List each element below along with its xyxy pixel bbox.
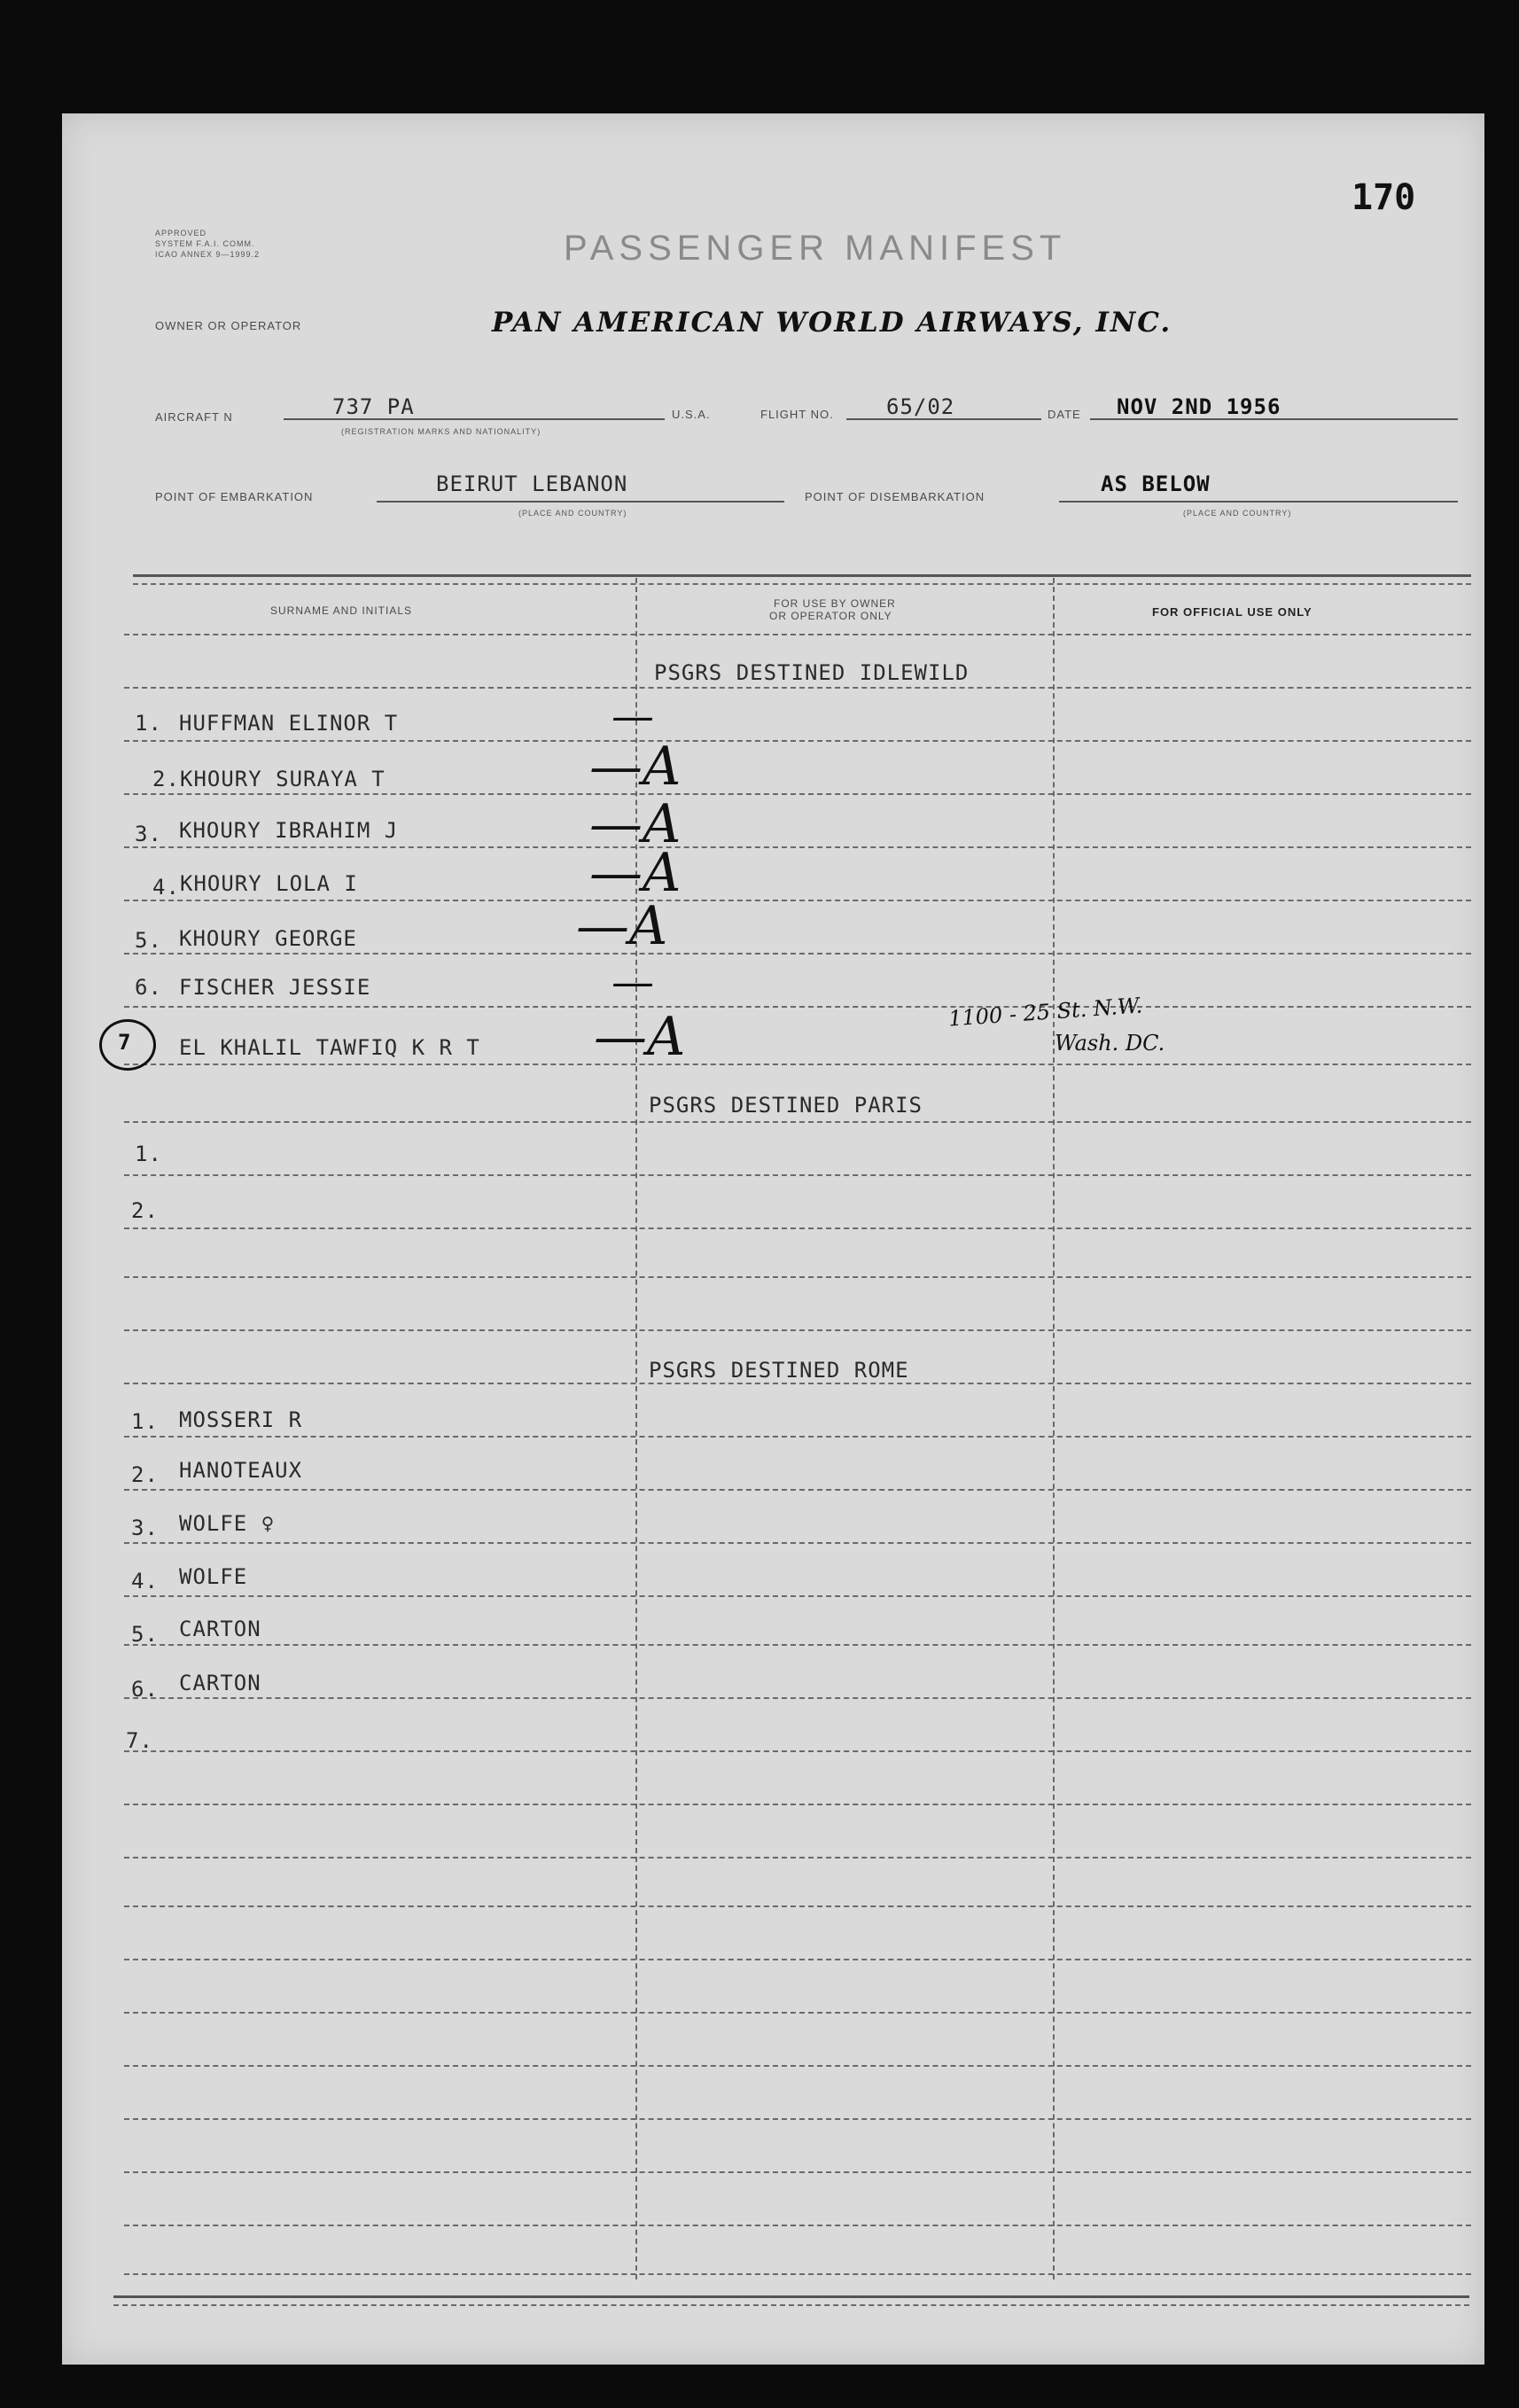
table-rule xyxy=(124,634,1471,635)
passenger-name: HUFFMAN ELINOR T xyxy=(179,711,399,736)
approval-line-1: APPROVED xyxy=(155,229,207,238)
column-surname: SURNAME AND INITIALS xyxy=(270,604,413,617)
column-divider-2 xyxy=(1053,578,1055,2279)
section-heading-idlewild: PSGRS DESTINED IDLEWILD xyxy=(654,660,970,685)
column-owner-use-2: OR OPERATOR ONLY xyxy=(769,610,892,622)
embarkation-underline xyxy=(377,501,784,503)
owner-mark: —A xyxy=(589,842,682,904)
table-rule xyxy=(124,1644,1471,1646)
row-number: 1. xyxy=(135,711,162,736)
date-label: DATE xyxy=(1048,408,1081,421)
table-rule xyxy=(124,1383,1471,1384)
passenger-name: HANOTEAUX xyxy=(179,1458,303,1483)
table-rule xyxy=(124,1905,1471,1907)
row-number: 6. xyxy=(131,1677,159,1702)
passenger-name: WOLFE ♀ xyxy=(179,1511,276,1536)
passenger-name: FISCHER JESSIE xyxy=(179,975,371,1000)
owner-mark: —A xyxy=(589,793,682,855)
flight-underline xyxy=(846,418,1041,420)
table-top-rule-2 xyxy=(133,583,1471,585)
table-rule xyxy=(124,2118,1471,2120)
flight-value: 65/02 xyxy=(886,394,955,419)
passenger-name: KHOURY IBRAHIM J xyxy=(179,818,399,843)
table-rule xyxy=(124,1959,1471,1960)
registration-caption: (REGISTRATION MARKS AND NATIONALITY) xyxy=(341,427,541,436)
disembarkation-value: AS BELOW xyxy=(1101,471,1211,496)
table-rule xyxy=(124,1174,1471,1176)
row-number: 5. xyxy=(135,928,162,953)
row-number: 2. xyxy=(131,1198,159,1223)
row-number: 4. xyxy=(152,875,180,900)
table-rule xyxy=(124,846,1471,848)
row-number: 4. xyxy=(131,1569,159,1594)
table-rule xyxy=(124,2225,1471,2226)
table-rule xyxy=(124,1121,1471,1123)
owner-value: PAN AMERICAN WORLD AIRWAYS, INC. xyxy=(492,307,1172,339)
table-rule xyxy=(124,1006,1471,1008)
passenger-name: EL KHALIL TAWFIQ K R T xyxy=(179,1035,480,1060)
table-rule xyxy=(124,1804,1471,1805)
address-note-line-1: 1100 - 25 St. N.W. xyxy=(947,993,1143,1032)
row-number: 7. xyxy=(126,1728,153,1753)
table-rule xyxy=(124,1276,1471,1278)
section-heading-rome: PSGRS DESTINED ROME xyxy=(649,1358,909,1383)
owner-mark: —A xyxy=(576,895,668,957)
passenger-name: KHOURY GEORGE xyxy=(179,926,357,951)
usa-label: U.S.A. xyxy=(672,408,711,421)
table-rule xyxy=(124,793,1471,795)
approval-line-2: SYSTEM F.A.I. COMM. xyxy=(155,239,255,248)
table-rule xyxy=(124,2065,1471,2067)
table-rule xyxy=(124,1542,1471,1544)
address-note-line-2: Wash. DC. xyxy=(1055,1031,1165,1056)
passenger-name: CARTON xyxy=(179,1617,261,1641)
form-title: PASSENGER MANIFEST xyxy=(564,229,1067,268)
table-rule xyxy=(124,1489,1471,1491)
owner-mark: —A xyxy=(594,1006,686,1068)
passenger-name: KHOURY SURAYA T xyxy=(180,767,386,791)
aircraft-value: 737 PA xyxy=(332,394,415,419)
owner-mark: — xyxy=(611,691,654,741)
row-number: 6. xyxy=(135,975,162,1000)
approval-line-3: ICAO ANNEX 9—1999.2 xyxy=(155,250,261,259)
owner-mark: —A xyxy=(589,736,682,798)
flight-label: FLIGHT NO. xyxy=(760,408,834,421)
disembarkation-caption: (PLACE AND COUNTRY) xyxy=(1183,509,1292,518)
row-number: 2. xyxy=(152,767,180,791)
table-rule xyxy=(124,900,1471,901)
disembarkation-label: POINT OF DISEMBARKATION xyxy=(805,490,985,503)
date-underline xyxy=(1090,418,1458,420)
table-rule xyxy=(124,1595,1471,1597)
table-rule xyxy=(124,2012,1471,2014)
row-number: 3. xyxy=(135,822,162,846)
passenger-name: WOLFE xyxy=(179,1564,248,1589)
row-number: 5. xyxy=(131,1622,159,1647)
owner-mark: — xyxy=(611,957,654,1007)
row-number: 2. xyxy=(131,1462,159,1487)
page-number: 170 xyxy=(1352,177,1416,218)
table-rule xyxy=(124,1697,1471,1699)
owner-label: OWNER OR OPERATOR xyxy=(155,319,302,332)
section-heading-paris: PSGRS DESTINED PARIS xyxy=(649,1093,923,1118)
table-rule xyxy=(124,687,1471,689)
table-bottom-rule xyxy=(113,2295,1469,2298)
aircraft-label: AIRCRAFT N xyxy=(155,410,233,424)
table-rule xyxy=(124,953,1471,955)
passenger-name: CARTON xyxy=(179,1671,261,1695)
column-official: FOR OFFICIAL USE ONLY xyxy=(1152,605,1313,619)
embarkation-caption: (PLACE AND COUNTRY) xyxy=(518,509,627,518)
table-rule xyxy=(124,2273,1471,2275)
table-rule xyxy=(124,1227,1471,1229)
table-rule xyxy=(124,1750,1471,1752)
date-value: NOV 2ND 1956 xyxy=(1117,394,1281,419)
table-top-rule xyxy=(133,574,1471,577)
disembarkation-underline xyxy=(1059,501,1458,503)
table-rule xyxy=(124,1436,1471,1438)
table-rule xyxy=(124,740,1471,742)
row-number: 3. xyxy=(131,1516,159,1540)
passenger-name: KHOURY LOLA I xyxy=(180,871,358,896)
table-rule xyxy=(124,2171,1471,2173)
row-number: 1. xyxy=(135,1142,162,1166)
embarkation-value: BEIRUT LEBANON xyxy=(436,471,628,496)
column-owner-use-1: FOR USE BY OWNER xyxy=(774,597,896,610)
table-rule xyxy=(124,1064,1471,1065)
table-rule xyxy=(124,1857,1471,1859)
passenger-name: MOSSERI R xyxy=(179,1407,303,1432)
aircraft-underline xyxy=(284,418,665,420)
table-bottom-rule-2 xyxy=(113,2304,1469,2306)
embarkation-label: POINT OF EMBARKATION xyxy=(155,490,314,503)
row-number: 1. xyxy=(131,1409,159,1434)
row-number: 7 xyxy=(118,1030,132,1055)
manifest-page xyxy=(62,113,1484,2365)
table-rule xyxy=(124,1329,1471,1331)
